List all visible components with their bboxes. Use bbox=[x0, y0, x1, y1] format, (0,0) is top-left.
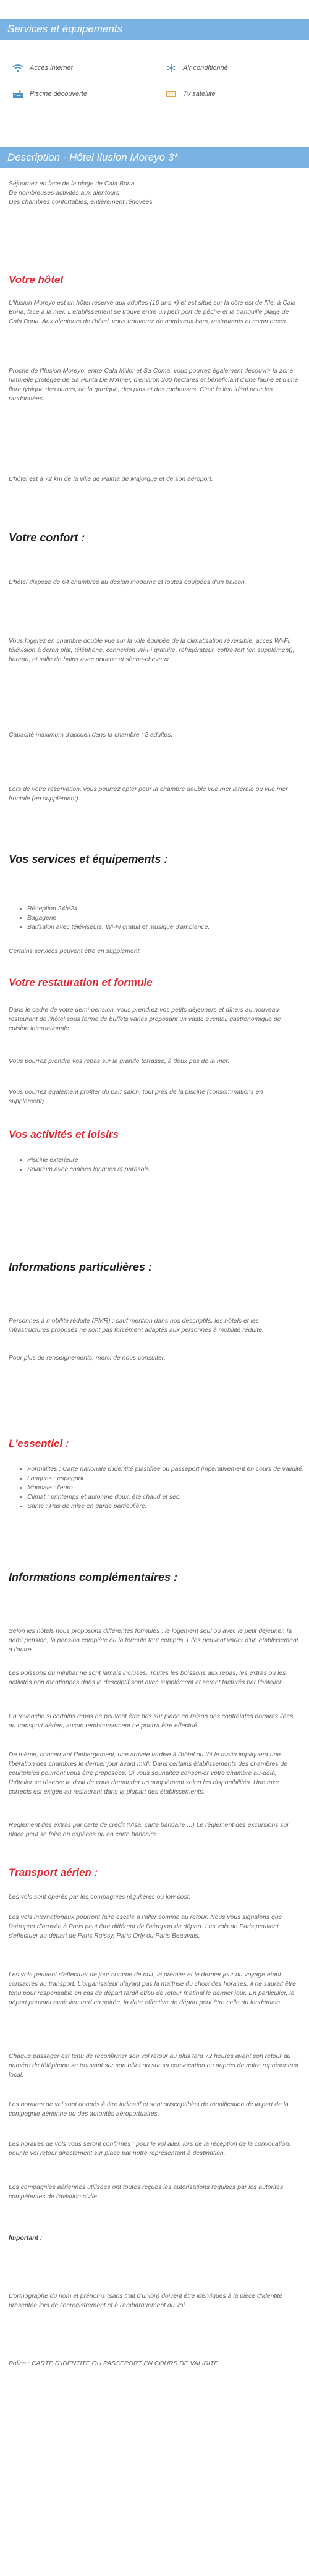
list-item: • Climat : printemps et automne doux, été chaud et sec. bbox=[27, 1493, 309, 1502]
list-item: • Formalités : Carte nationale d'identité plastifiée ou passeport impérativement en cours de validité. bbox=[27, 1465, 309, 1474]
restaurant-heading: Votre restauration et formule bbox=[9, 977, 153, 988]
police-label: Police : CARTE D'IDENTITE OU PASSEPORT EN COURS DE VALIDITE bbox=[9, 2360, 219, 2367]
air-paragraph: Les vols peuvent s'effectuer de jour comme de nuit, le premier et le dernier jour du voyage étant consacrés au transport. L'organisateur n'ayant pas la maîtrise du choix des horaires, il ne saurait être tenu pour responsable en cas de départ tardif et/ou de retour matinal le dernier jour. En particulier, le départ pouvant avoir lieu tard en soirée, la date effective de départ peut être celle du lendemain. bbox=[9, 1972, 296, 2006]
wifi-icon bbox=[12, 64, 23, 72]
service-label: Tv satellite bbox=[183, 90, 216, 98]
hotel-paragraph: Proche de l'Ilusion Moreyo, entre Cala Millor et Sa Coma, vous pourrez également découvrir la zone naturelle protégée de Sa Punta De N'Amer, d'environ 200 hectares et bénéficiant d'une faune et d'une flore typique des dunes, de la garrigue, des pins et des rocheuses. C'est le lieu idéal pour les randonnées. bbox=[9, 368, 298, 402]
hotel-heading: Votre hôtel bbox=[9, 274, 64, 286]
particular-paragraph: Pour plus de renseignements, merci de nous consulter. bbox=[9, 1355, 166, 1362]
services-note: Certains services peuvent être en supplément. bbox=[9, 948, 142, 955]
service-tv bbox=[166, 90, 216, 98]
complementary-paragraph: Selon les hôtels nous proposons différentes formules : le logement seul ou avec le petit déjeuner, la demi pension, la pension complète ou la formule tout compris. Elles peuvent varier d'un établissement à l'autre. bbox=[9, 1628, 298, 1653]
hotel-paragraph: L'Ilusion Moreyo est un hôtel réservé aux adultes (16 ans +) et est situé sur la côte est de l'île, à Cala Bona, face à la mer. L'établissement se trouve entre un petit port de pêche et la tranquille plage de Cala Bona. Aux alentours de l'hôtel, vous trouverez de nombreux bars, restaurants et commerces. bbox=[9, 300, 296, 325]
intro-line: Des chambres confortables, entièrement rénovées bbox=[9, 199, 153, 206]
restaurant-paragraph: Vous pourrez également profiter du bar/ salon, tout près de la piscine (consommations en supplément). bbox=[9, 1089, 263, 1105]
service-aircon bbox=[166, 64, 228, 72]
tv-icon bbox=[166, 90, 177, 98]
air-paragraph: Les vols internationaux pourront faire escale à l'aller comme au retour. Nous vous signalons que l'aéroport d'arrivée à Paris peut être différent de l'aéroport de départ. Les vols de Paris peuvent s'effectuer au départ de Paris Roissy, Paris Orly ou Paris Beauvais. bbox=[9, 1914, 282, 1939]
air-heading: Transport aérien : bbox=[9, 1866, 98, 1878]
service-label: Piscine découverte bbox=[30, 90, 87, 98]
leisure-heading: Vos activités et loisirs bbox=[9, 1129, 119, 1140]
restaurant-paragraph: Dans le cadre de votre demi-pension, vous prendrez vos petits déjeuners et dîners au nouveau restaurant de l'hôtel sous forme de buffets variés proposant un vaste éventail gastronomique de cuisine internationale. bbox=[9, 1007, 281, 1032]
complementary-paragraph: Règlement des extras par carte de crédit (Visa, carte bancaire ...) Le règlement des excursions sur place peut se faire en espèces ou en carte bancaire bbox=[9, 1822, 289, 1838]
complementary-paragraph: En revanche si certains repas ne peuvent être pris sur place en raison des contraintes horaires liées au transport aérien, aucun remboursement ne pourra être effectué. bbox=[9, 1713, 294, 1729]
essential-heading: L'essentiel : bbox=[9, 1438, 69, 1449]
list-item: • Piscine extérieure bbox=[27, 1156, 309, 1165]
comfort-paragraph: Lors de votre réservation, vous pourrez opter pour la chambre double vue mer latérale ou vue mer frontale (en supplément). bbox=[9, 786, 288, 802]
essential-list bbox=[9, 1465, 309, 1511]
important-label: Important : bbox=[9, 2235, 43, 2242]
air-paragraph: Les horaires de vol sont donnés à titre indicatif et sont susceptibles de modification de la part de la compagnie aérienne ou des autorités aéroportuaires. bbox=[9, 2101, 289, 2117]
particular-heading: Informations particulières : bbox=[9, 1261, 153, 1273]
complementary-heading: Informations complémentaires : bbox=[9, 1571, 178, 1583]
list-item: • Santé : Pas de mise en garde particulière. bbox=[27, 1502, 309, 1511]
air-paragraph: Les compagnies aériennes utilisées ont toutes reçues les autorisations requises par les autorités compétentes de l'aviation civile. bbox=[9, 2184, 284, 2200]
leisure-list bbox=[9, 1156, 309, 1174]
important-paragraph: L'orthographe du nom et prénoms (sans trait d'union) doivent être identiques à la pièce d'identité présentée lors de l'enregistrement et à l'embarquement du vol. bbox=[9, 2293, 283, 2309]
services-section-heading: Vos services et équipements : bbox=[9, 853, 168, 865]
service-label: Air conditionné bbox=[183, 64, 228, 72]
comfort-heading: Votre confort : bbox=[9, 532, 85, 544]
list-item: • Bar/salon avec téléviseurs, Wi-Fi gratuit et musique d'ambiance. bbox=[27, 923, 309, 932]
comfort-paragraph: Vous logerez en chambre double vue sur la ville équipée de la climatisation réversible, accès Wi-Fi, télévision à écran plat, téléphone, connexion Wi-Fi gratuite, réfrigérateur, coffre-fort (en supplément), bureau, et salle de bains avec douche et sèche-cheveux. bbox=[9, 638, 295, 663]
services-list bbox=[9, 904, 309, 932]
list-item: • Réception 24h/24 bbox=[27, 904, 309, 913]
intro-line: De nombreuses activités aux alentours bbox=[9, 190, 120, 197]
list-item: • Monnaie : l'euro. bbox=[27, 1483, 309, 1493]
complementary-paragraph: Les boissons du minibar ne sont jamais incluses. Toutes les boissons aux repas, les extras ou les activités non mentionnés dans le descriptif sont avec supplément et seront facturés par l'hôtelier. bbox=[9, 1670, 286, 1686]
services-header: Services et équipements bbox=[0, 19, 309, 40]
air-paragraph: Chaque passager est tenu de reconfirmer son vol retour au plus tard 72 heures avant son retour au numéro de téléphone se trouvant sur son billet ou sur sa convocation ou auprès de notre représentant local. bbox=[9, 2053, 299, 2078]
description-header: Description - Hôtel Ilusion Moreyo 3* bbox=[0, 147, 309, 168]
list-item: • Solarium avec chaises longues et parasols bbox=[27, 1165, 309, 1174]
restaurant-paragraph: Vous pourrez prendre vos repas sur la grande terrasse, à deux pas de la mer. bbox=[9, 1058, 230, 1065]
comfort-paragraph: Capacité maximum d'accueil dans la chambre : 2 adultes. bbox=[9, 732, 173, 739]
complementary-paragraph: De même, concernant l'hébergement, une arrivée tardive à l'hôtel ou tôt le matin impliquera une libération des chambres le dernier jour avant midi. Dans certains établissements des chambres de courtoisies pourront vous être proposées. Si vous souhaitez conserver votre chambre au-delà, l'hôtelier se réserve le droit de vous demander un supplément selon les disponibilités. Une taxe corrects est exigée au restaurant dans la plupart des établissements. bbox=[9, 1752, 288, 1795]
comfort-paragraph: L'hôtel dispose de 64 chambres au design moderne et toutes équipées d'un balcon. bbox=[9, 579, 247, 586]
list-item: • Langues : espagnol. bbox=[27, 1474, 309, 1483]
service-internet bbox=[12, 64, 73, 72]
intro-line: Séjournez en face de la plage de Cala Bona bbox=[9, 180, 135, 187]
air-paragraph: Les horaires de vols vous seront confirmés : pour le vol aller, lors de la réception de la convocation, pour le vol retour directement sur place par notre représentant à destination. bbox=[9, 2141, 291, 2157]
air-paragraph: Les vols sont opérés par les compagnies régulières ou low cost. bbox=[9, 1894, 191, 1900]
list-item: • Bagagerie bbox=[27, 913, 309, 923]
pool-icon bbox=[12, 90, 23, 98]
snowflake-icon bbox=[166, 64, 177, 72]
particular-paragraph: Personnes à mobilité réduite (PMR) : sauf mention dans nos descriptifs, les hôtels et les infrastructures proposés ne sont pas forcément adaptés aux personnes à mobilité réduite. bbox=[9, 1318, 264, 1334]
hotel-paragraph: L'hôtel est à 72 km de la ville de Palma de Majorque et de son aéroport. bbox=[9, 476, 213, 483]
service-pool bbox=[12, 90, 87, 98]
service-label: Accès internet bbox=[30, 64, 73, 72]
